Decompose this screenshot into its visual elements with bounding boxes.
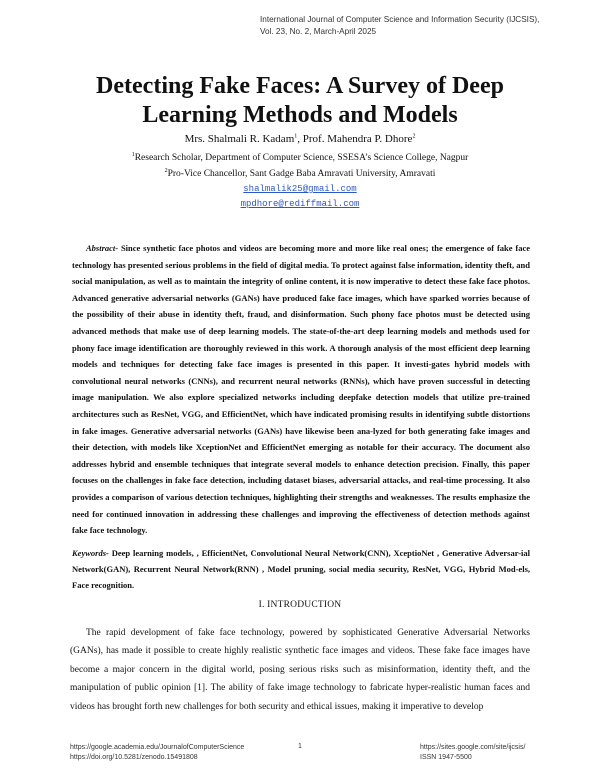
paper-title-line2: Learning Methods and Models [142,102,458,128]
footer-site-link[interactable]: https://sites.google.com/site/ijcsis/ [420,744,526,751]
author-separator: , [297,133,303,145]
section-heading-introduction: I. INTRODUCTION [258,600,342,610]
keywords [72,545,530,593]
email-link-1[interactable]: shalmalik25@gmail.com [243,184,357,194]
keywords-label: Keywords- [72,548,109,558]
journal-header [260,14,539,37]
affiliation-2-text: Pro-Vice Chancellor, Sant Gadge Baba Amravati University, Amravati [167,169,436,179]
authors-line [40,132,560,146]
page-number: 1 [298,743,302,750]
affiliation-1-text: Research Scholar, Department of Computer Science, SSESA’s Science College, Nagpur [134,153,469,163]
abstract [72,240,530,539]
author-1: Mrs. Shalmali R. Kadam [184,133,295,145]
keywords-text: Deep learning models, , EfficientNet, Convolutional Neural Network(CNN), XceptioNet , Generative Adversar-ial Network(GAN), Recurrent Neural Network(RNN) , Model pruning, social media security, ResNet, VGG, Hybrid Mod-els, Face recognition. [72,548,530,590]
footer-doi-link[interactable]: https://doi.org/10.5281/zenodo.15491808 [70,754,198,761]
journal-header-line1: International Journal of Computer Science and Information Security (IJCSIS), [260,15,540,24]
abstract-label: Abstract- [86,243,119,253]
affiliation-2 [40,168,560,180]
footer-right [420,743,525,763]
introduction-paragraph: The rapid development of fake face technology, powered by sophisticated Generative Adversarial Networks (GANs), has made it possible to create highly realistic synthetic face images and videos. These fake face images have become a major concern in the digital world, posing serious risks such as misinformation, identity theft, and the manipulation of public opinion [1]. The ability of fake image technology to fabricate hyper-realistic human faces and videos has brought forth new challenges for both security and ethical issues, making it imperative to develop [70,628,530,712]
abstract-text: Since synthetic face photos and videos are becoming more and more like real ones; the emergence of fake face technology has presented serious problems in the field of digital media. To protect against false information, identity theft, and social manipulation, as well as to maintain the integrity of online content, it is now imperative to detect these fake face photos. Advanced generative adversarial networks (GANs) have produced fake face images, which have sparked worries because of the possibility of their abuse in identity theft, fraud, and disinformation. Such phony face photos must be detected using advanced methods that make use of deep learning models. The state-of-the-art deep learning models and methods used for phony face image identification are thoroughly reviewed in this work. A thorough analysis of the most efficient deep learning models and techniques for detecting fake face images is presented in this paper. It investi-gates hybrid models with convolutional neural networks (CNNs), and recurrent neural networks (RNNs), which have proven successful in detecting image manipulation. We also explore specialized networks including deepfake detection models that utilize pre-trained architectures such as ResNet, VGG, and EfficientNet, which have indicated promising results in identifying subtle distortions in fake images. Generative adversarial networks (GANs) have likewise been ana-lyzed for both generating fake images and their detection, with models like XceptionNet and EfficientNet emerging as notable for their accuracy. The document also addresses hybrid and ensemble techniques that integrate several models to enhance detection precision. Finally, this paper focuses on the challenges in fake face detection, including dataset biases, adversarial attacks, and real-time processing. It also provides a comparison of various detection techniques, highlighting their strengths and weaknesses. The results emphasize the need for continued innovation in addressing these challenges and improving the effectiveness of detection methods against fake face technology. [72,243,530,536]
journal-header-line2: Vol. 23, No. 2, March-April 2025 [260,26,377,36]
paper-title-line1: Detecting Fake Faces: A Survey of Deep [96,73,504,99]
author-1-sup: 1 [294,133,298,140]
footer-academia-link[interactable]: https://google.academia.edu/JournalofComputerScience [70,744,245,751]
author-2: Prof. Mahendra P. Dhore [302,133,413,145]
footer-issn: ISSN 1947-5500 [420,754,472,761]
affiliation-1-sup: 1 [131,151,135,158]
author-2-sup: 2 [412,133,416,140]
affiliation-2-sup: 2 [164,167,168,174]
affiliation-1 [40,152,560,164]
footer-left [70,743,244,763]
email-link-2[interactable]: mpdhore@rediffmail.com [240,199,360,209]
paper-title [40,72,560,130]
